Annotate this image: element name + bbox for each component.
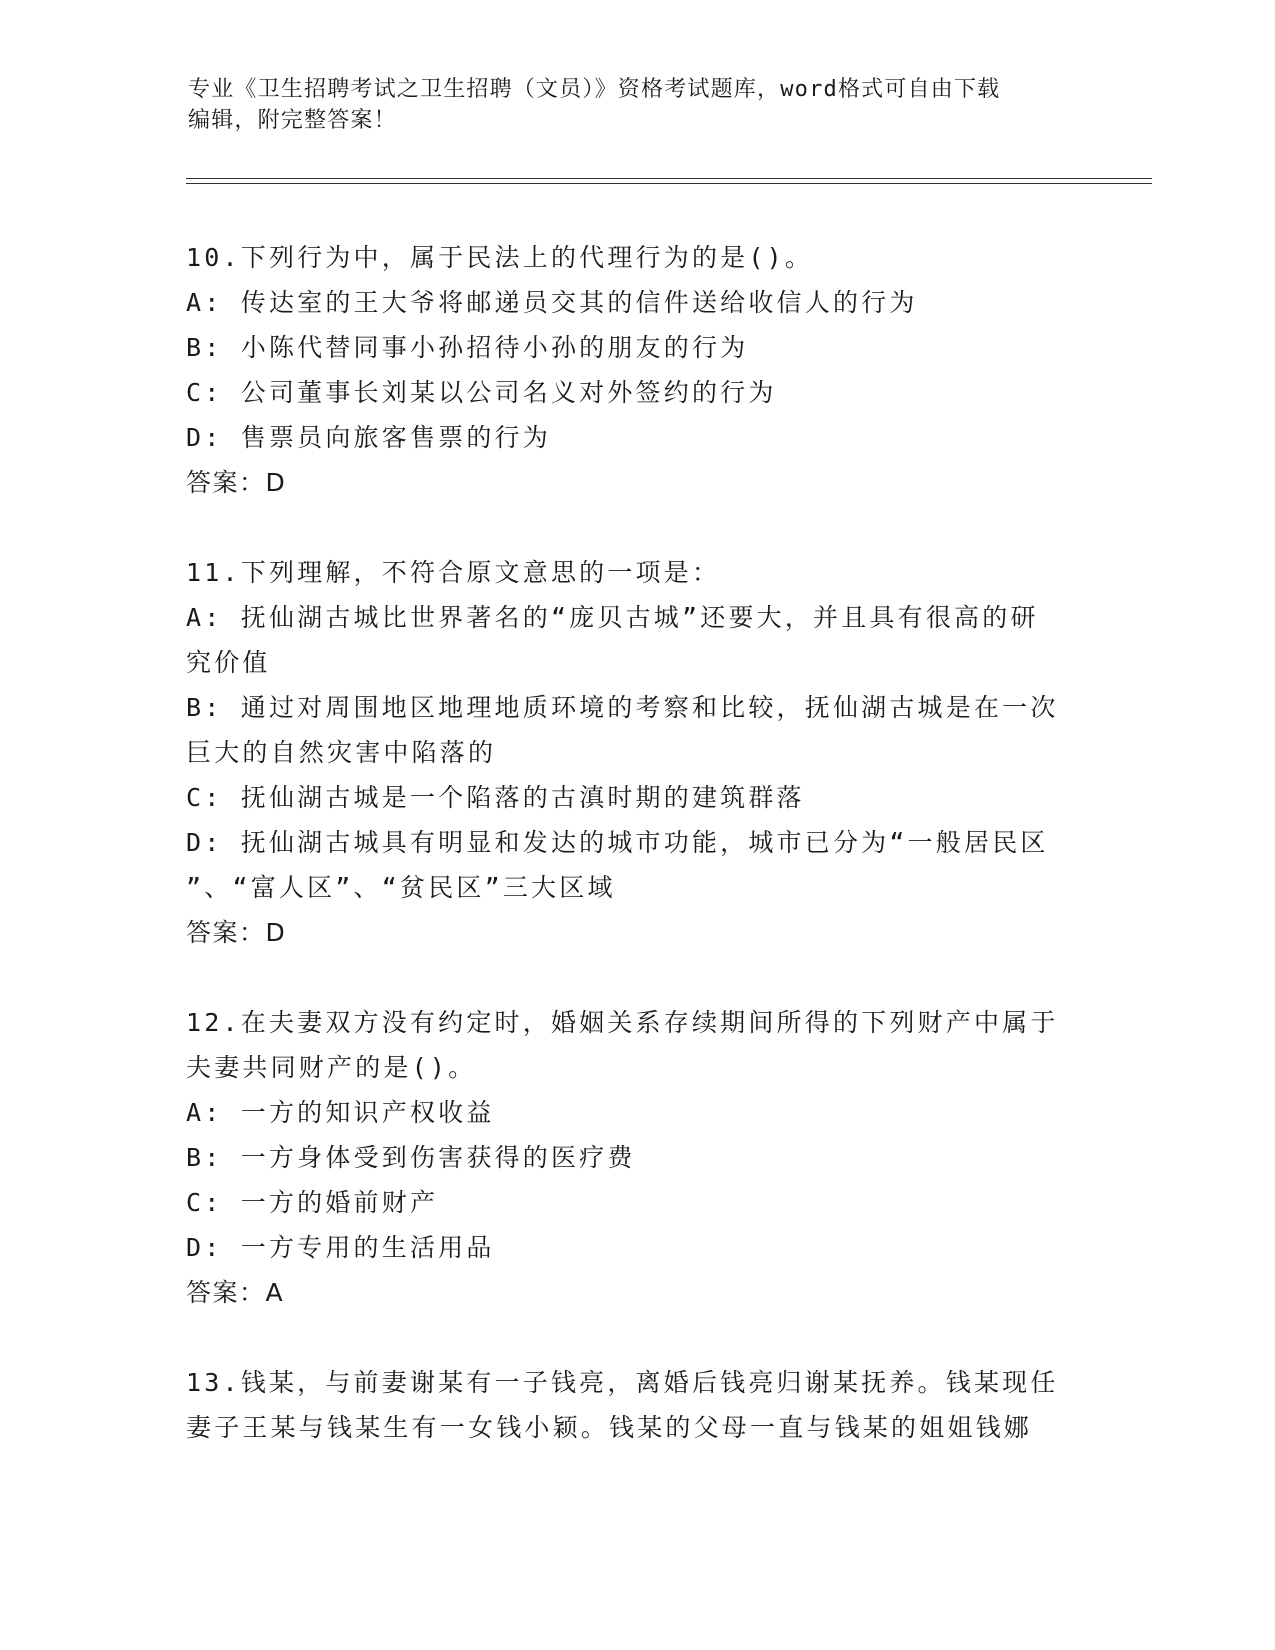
option-a: A: 传达室的王大爷将邮递员交其的信件送给收信人的行为 (186, 288, 918, 317)
answer-label: 答案：D (186, 918, 287, 947)
option-a: A: 一方的知识产权收益 (186, 1098, 495, 1127)
question-12 (186, 1000, 1086, 1315)
header-divider (186, 183, 1152, 184)
question-list (186, 235, 1086, 1450)
question-stem: 11.下列理解，不符合原文意思的一项是： (186, 558, 721, 587)
option-b: B: 一方身体受到伤害获得的医疗费 (186, 1143, 636, 1172)
option-d: D: 抚仙湖古城具有明显和发达的城市功能，城市已分为“一般居民区 (186, 828, 1049, 857)
header-line: 专业《卫生招聘考试之卫生招聘（文员）》资格考试题库，word格式可自由下载 (188, 77, 1001, 102)
answer-label: 答案：A (186, 1278, 285, 1307)
question-13 (186, 1360, 1086, 1450)
option-d: D: 一方专用的生活用品 (186, 1233, 495, 1262)
option-d: D: 售票员向旅客售票的行为 (186, 423, 551, 452)
option-a: A: 抚仙湖古城比世界著名的“庞贝古城”还要大，并且具有很高的研 (186, 603, 1039, 632)
answer-label: 答案：D (186, 468, 287, 497)
option-c: C: 公司董事长刘某以公司名义对外签约的行为 (186, 378, 777, 407)
question-10 (186, 235, 1086, 505)
option-b: B: 通过对周围地区地理地质环境的考察和比较，抚仙湖古城是在一次 (186, 693, 1059, 722)
option-a-continued: 究价值 (186, 648, 271, 677)
question-stem: 12.在夫妻双方没有约定时，婚姻关系存续期间所得的下列财产中属于 (186, 1008, 1059, 1037)
document-header (188, 74, 1088, 136)
option-b: B: 小陈代替同事小孙招待小孙的朋友的行为 (186, 333, 749, 362)
question-11 (186, 550, 1086, 955)
question-stem: 13.钱某，与前妻谢某有一子钱亮，离婚后钱亮归谢某抚养。钱某现任 (186, 1368, 1059, 1397)
question-stem-continued: 妻子王某与钱某生有一女钱小颖。钱某的父母一直与钱某的姐姐钱娜 (186, 1413, 1033, 1442)
header-divider (186, 178, 1152, 179)
option-b-continued: 巨大的自然灾害中陷落的 (186, 738, 497, 767)
question-stem-continued: 夫妻共同财产的是()。 (186, 1053, 477, 1082)
option-c: C: 一方的婚前财产 (186, 1188, 439, 1217)
option-d-continued: ”、“富人区”、“贫民区”三大区域 (186, 873, 616, 902)
option-c: C: 抚仙湖古城是一个陷落的古滇时期的建筑群落 (186, 783, 805, 812)
question-stem: 10.下列行为中，属于民法上的代理行为的是()。 (186, 243, 814, 272)
header-line: 编辑，附完整答案！ (188, 108, 397, 133)
